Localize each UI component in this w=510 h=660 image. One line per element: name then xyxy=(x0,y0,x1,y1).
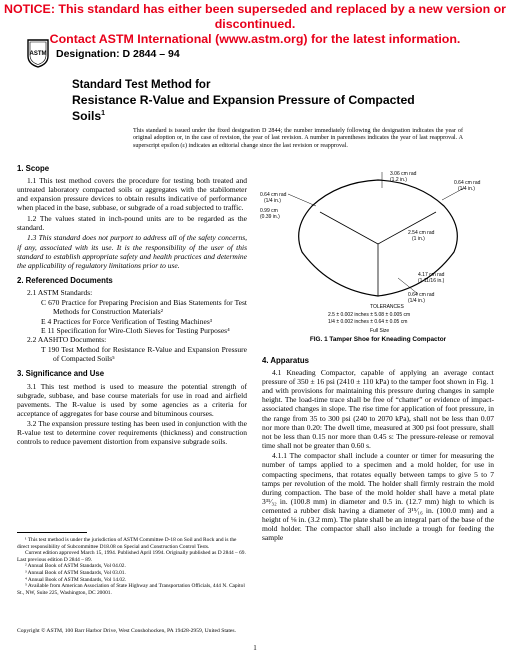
copyright: Copyright © ASTM, 100 Barr Harbor Drive, West Conshohocken, PA 19428-2959, United States. xyxy=(17,628,236,634)
fig-tolerance-1: 2.5 ± 0.002 inches ± 5.08 ± 0.005 cm xyxy=(328,312,411,318)
standard-intro: This standard is issued under the fixed designation D 2844; the number immediately following the designation indicates the year of original adoption or, in the case of revision, the year of last revision. A number in parentheses indicates the year of last reapproval. A superscript epsilon (ε) indicates an editorial change since the last revision or reapproval. xyxy=(133,128,463,149)
title-line-3: Soils$^1$ xyxy=(72,109,106,124)
title-line-2: Resistance R-Value and Expansion Pressure of Compacted xyxy=(72,92,415,107)
notice-line-1: NOTICE: This standard has either been superseded and replaced by a new version or discontinued. xyxy=(4,2,506,31)
scope-heading: 1. Scope xyxy=(17,164,50,173)
ref-e4: E 4 Practices for Force Verification of Testing Machines³ xyxy=(41,316,212,326)
designation: Designation: D 2844 – 94 xyxy=(56,48,180,60)
fig-label-bot1: 4.17 cm rad xyxy=(418,272,445,278)
footnote-5: ⁵ Available from American Association of State Highway and Transportation Officials, 444 N. Capitol St., NW, Suite 225, Washington, DC 20001. xyxy=(17,583,245,596)
fig-label-right2: (1/4 in.) xyxy=(458,186,475,192)
footnote-1: ¹ This test method is under the jurisdiction of ASTM Committee D-18 on Soil and Rock and is the direct responsibility of Subcommittee D18.08 on Special and Construction Control Tests. xyxy=(17,537,237,550)
fig-label-bot4: (1/4 in.) xyxy=(408,298,425,304)
fig-label-top: 3.06 cm rad xyxy=(390,171,417,177)
fig-label-top2: (1.2 in.) xyxy=(390,177,407,183)
tamper-shoe-figure xyxy=(258,166,498,336)
apparatus-4-1: 4.1 Kneading Compactor, capable of applying an average contact pressure of 350 ± 16 psi (2410 ± 110 kPa) to the tamper foot shown in Fig. 1 and with provisions for maintaining this pressure during changes in sample height. The load-time trace shall be free of “chatter” or evidence of impact-associated changes in slope. The rise time for application of foot pressure, in the range from 35 to 300 psi (240 to 2070 kPa), shall not be less than 0.07 nor more than 0.20: The dwell time, measured at 300 psi foot pressure, shall not be less than 0.15 nor more than 0.45 s: The pressure-release or removal time shall not be greater than 0.60 s. xyxy=(262,368,494,450)
footnote-1b: Current edition approved March 15, 1994. Published April 1994. Originally published as D 2844 – 69. Last previous edition D 2844 – 89. xyxy=(17,550,246,563)
fig-label-left2: (1/4 in.) xyxy=(264,198,281,204)
astm-logo-icon xyxy=(26,38,50,68)
sig-3-1: 3.1 This test method is used to measure the potential strength of subgrade, subbase, and base course materials for use in road and airfield pavements. The R-value is used by some agencies as a criteria for acceptance of aggregates for base course and bituminous courses. xyxy=(17,381,247,418)
footnotes xyxy=(17,532,247,596)
ref-c670: C 670 Practice for Preparing Precision and Bias Statements for Test Methods for Construction Materials² xyxy=(41,298,247,317)
significance-heading: 3. Significance and Use xyxy=(17,369,105,379)
fig-label-left3: 0.99 cm xyxy=(260,208,278,214)
left-column xyxy=(17,158,247,448)
page-number: 1 xyxy=(253,644,257,652)
shoe-spoke-left xyxy=(320,212,378,244)
ref-t190: T 190 Test Method for Resistance R-Value and Expansion Pressure of Compacted Soils⁵ xyxy=(41,345,247,364)
apparatus-4-1-1: 4.1.1 The compactor shall include a counter or timer for measuring the number of tamps applied to a specimen and a mold holder, for use in compacting specimens, that rotates equally between tamps to give 5 to 7 tamps per revolution of the mold. The holder shall firmly restrain the mold during compaction. The base of the mold holder shall have a metal plate 3³¹⁄₃₂ in. (100.8 mm) in diameter and 0.5 in. (12.7 mm) high to which is cemented a rubber disk having a diameter of 3¹⁵⁄₁₆ in. (100.0 mm) and a height of ⅛ in. (3.2 mm). The plate shall be an integral part of the base of the mold holder. The compactor shall also include a trough for feeding the sample xyxy=(262,451,494,543)
scope-1-3: 1.3 This standard does not purport to address all of the safety concerns, if any, associated with its use. It is the responsibility of the user of this standard to establish appropriate safety and health practices and determine the applicability of regulatory limitations prior to use. xyxy=(17,233,247,270)
dim-arrow-left xyxy=(288,194,316,206)
title-line-1: Standard Test Method for xyxy=(72,79,211,91)
shoe-spoke-right xyxy=(378,212,436,244)
sig-3-2: 3.2 The expansion pressure testing has been used in conjunction with the R-value test to determine cover requirements (thickness) and construction controls to reduce pavement distortion from expansive subgrade soils. xyxy=(17,419,247,447)
fig-label-left1: 0.64 cm rad xyxy=(260,192,287,198)
logo-text: ASTM xyxy=(29,51,47,57)
fig-label-rad2: (1 in.) xyxy=(412,236,425,242)
scope-1-2: 1.2 The values stated in inch-pound units are to be regarded as the standard. xyxy=(17,213,247,232)
apparatus-heading: 4. Apparatus xyxy=(262,356,309,365)
footnote-2: ² Annual Book of ASTM Standards, Vol 04.02. xyxy=(25,563,126,570)
footnote-4: ⁴ Annual Book of ASTM Standards, Vol 14.02. xyxy=(25,576,127,583)
figure-caption: FIG. 1 Tamper Shoe for Kneading Compactor xyxy=(309,336,447,343)
scope-1-1: 1.1 This test method covers the procedure for testing both treated and untreated laboratory compacted soils or aggregates with the stabilometer and expansion pressure devices to obtain results indicative of performance when placed in the base, subbase, or subgrade of a road subjected to traffic. xyxy=(17,176,247,213)
fig-tolerances-heading: TOLERANCES xyxy=(370,304,404,310)
right-column xyxy=(262,350,494,544)
fig-tolerance-2: 1/4 ± 0.002 inches ± 0.64 ± 0.05 cm xyxy=(328,319,408,325)
fig-label-right1: 0.64 cm rad xyxy=(454,180,481,186)
fig-full-size: Full Size xyxy=(370,328,390,334)
referenced-docs-heading: 2. Referenced Documents xyxy=(17,275,113,285)
refs-2-2: 2.2 AASHTO Documents: xyxy=(27,334,107,344)
document-title xyxy=(72,78,452,124)
notice-line-2: Contact ASTM International (www.astm.org) for the latest information. xyxy=(49,32,461,46)
ref-e11: E 11 Specification for Wire-Cloth Sieves for Testing Purposes⁴ xyxy=(41,325,230,335)
fig-label-left4: (0.39 in.) xyxy=(260,214,280,220)
supersession-notice xyxy=(0,2,510,47)
fig-label-bot2: (1 11/16 in.) xyxy=(418,278,445,284)
fig-label-rad: 2.54 cm rad xyxy=(408,230,435,236)
footnote-rule xyxy=(17,532,87,533)
fig-label-bot3: 0.64 cm rad xyxy=(408,292,435,298)
refs-2-1: 2.1 ASTM Standards: xyxy=(27,287,93,297)
footnote-3: ³ Annual Book of ASTM Standards, Vol 03.01. xyxy=(25,569,126,576)
